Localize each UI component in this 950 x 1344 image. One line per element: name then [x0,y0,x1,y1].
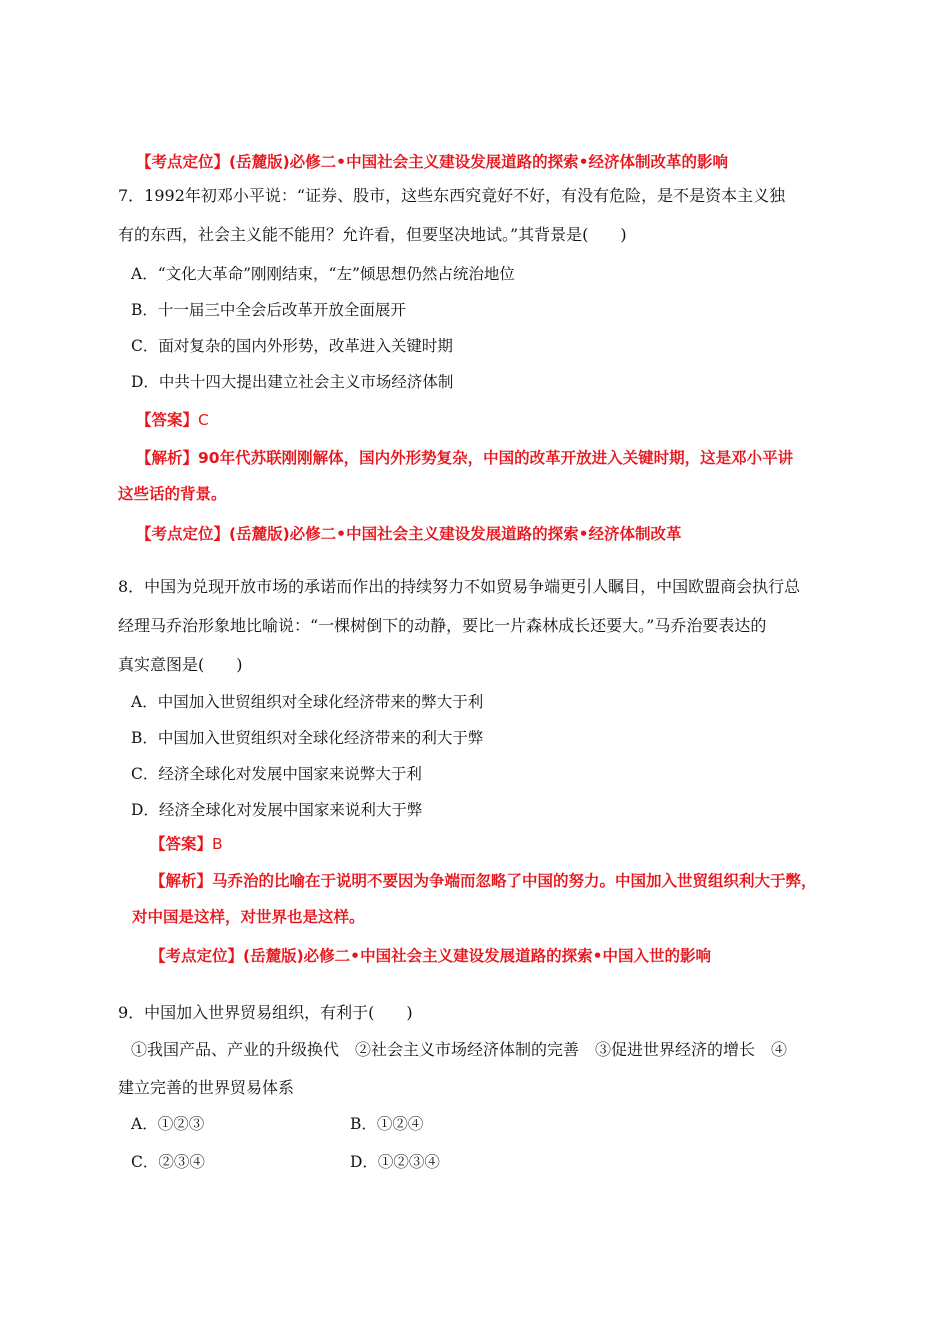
q7-option-d: D．中共十四大提出建立社会主义市场经济体制 [131,373,454,391]
q7-option-c: C．面对复杂的国内外形势，改革进入关键时期 [131,337,453,355]
kaodian-text: (岳麓版)必修二•中国社会主义建设发展道路的探索•经济体制改革 [229,525,682,543]
q8-option-c: C．经济全球化对发展中国家来说弊大于利 [131,765,422,783]
q7-option-a: A．“文化大革命”刚刚结束，“左”倾思想仍然占统治地位 [131,265,515,283]
q8-stem-line3: 真实意图是( ) [118,655,243,674]
answer-label: 【答案】 [150,835,213,853]
q6-kaodian [136,152,728,172]
kaodian-label: 【考点定位】 [136,153,230,171]
q7-answer [136,410,209,430]
q8-stem-line2: 经理马乔治形象地比喻说：“一棵树倒下的动静，要比一片森林成长还要大。”马乔治要表达的 [118,616,767,635]
q7-analysis-line1 [136,448,793,468]
q7-stem-line1: 7．1992年初邓小平说：“证券、股市，这些东西究竟好不好，有没有危险，是不是资本主义独 [118,186,786,205]
q8-analysis-line1 [150,871,817,891]
q9-stem-line1: 9．中国加入世界贸易组织，有利于( ) [118,1003,413,1022]
q8-option-d: D．经济全球化对发展中国家来说利大于弊 [131,801,423,819]
analysis-label: 【解析】 [150,872,213,890]
q7-kaodian [136,524,682,544]
q8-stem-line1: 8．中国为兑现开放市场的承诺而作出的持续努力不如贸易争端更引人瞩目，中国欧盟商会执行总 [118,577,801,596]
q8-option-a: A．中国加入世贸组织对全球化经济带来的弊大于利 [131,693,484,711]
q9-stem-line2: ①我国产品、产业的升级换代 ②社会主义市场经济体制的完善 ③促进世界经济的增长 ④ [131,1040,788,1059]
q8-answer [150,834,223,854]
q8-option-b: B．中国加入世贸组织对全球化经济带来的利大于弊 [131,729,484,747]
answer-label: 【答案】 [136,411,199,429]
q9-option-d: D．①②③④ [350,1153,440,1171]
q7-stem-line2: 有的东西，社会主义能不能用？允许看，但要坚决地试。”其背景是( ) [118,225,627,244]
q8-analysis-line2: 对中国是这样，对世界也是这样。 [132,908,365,926]
q9-option-b: B．①②④ [350,1115,424,1133]
kaodian-text: (岳麓版)必修二•中国社会主义建设发展道路的探索•经济体制改革的影响 [229,153,728,171]
kaodian-label: 【考点定位】 [136,525,230,543]
kaodian-label: 【考点定位】 [150,947,244,965]
q9-stem-line3: 建立完善的世界贸易体系 [118,1078,295,1097]
answer-value: C [198,411,209,429]
analysis-text: 马乔治的比喻在于说明不要因为争端而忽略了中国的努力。中国加入世贸组织利大于弊， [212,872,817,890]
q8-kaodian [150,946,711,966]
q9-option-a: A．①②③ [131,1115,205,1133]
kaodian-text: (岳麓版)必修二•中国社会主义建设发展道路的探索•中国入世的影响 [243,947,711,965]
q9-option-c: C．②③④ [131,1153,205,1171]
q7-analysis-line2: 这些话的背景。 [118,485,227,503]
analysis-text: 90年代苏联刚刚解体，国内外形势复杂，中国的改革开放进入关键时期，这是邓小平讲 [198,449,794,467]
q7-option-b: B．十一届三中全会后改革开放全面展开 [131,301,406,319]
analysis-label: 【解析】 [136,449,199,467]
answer-value: B [212,835,223,853]
